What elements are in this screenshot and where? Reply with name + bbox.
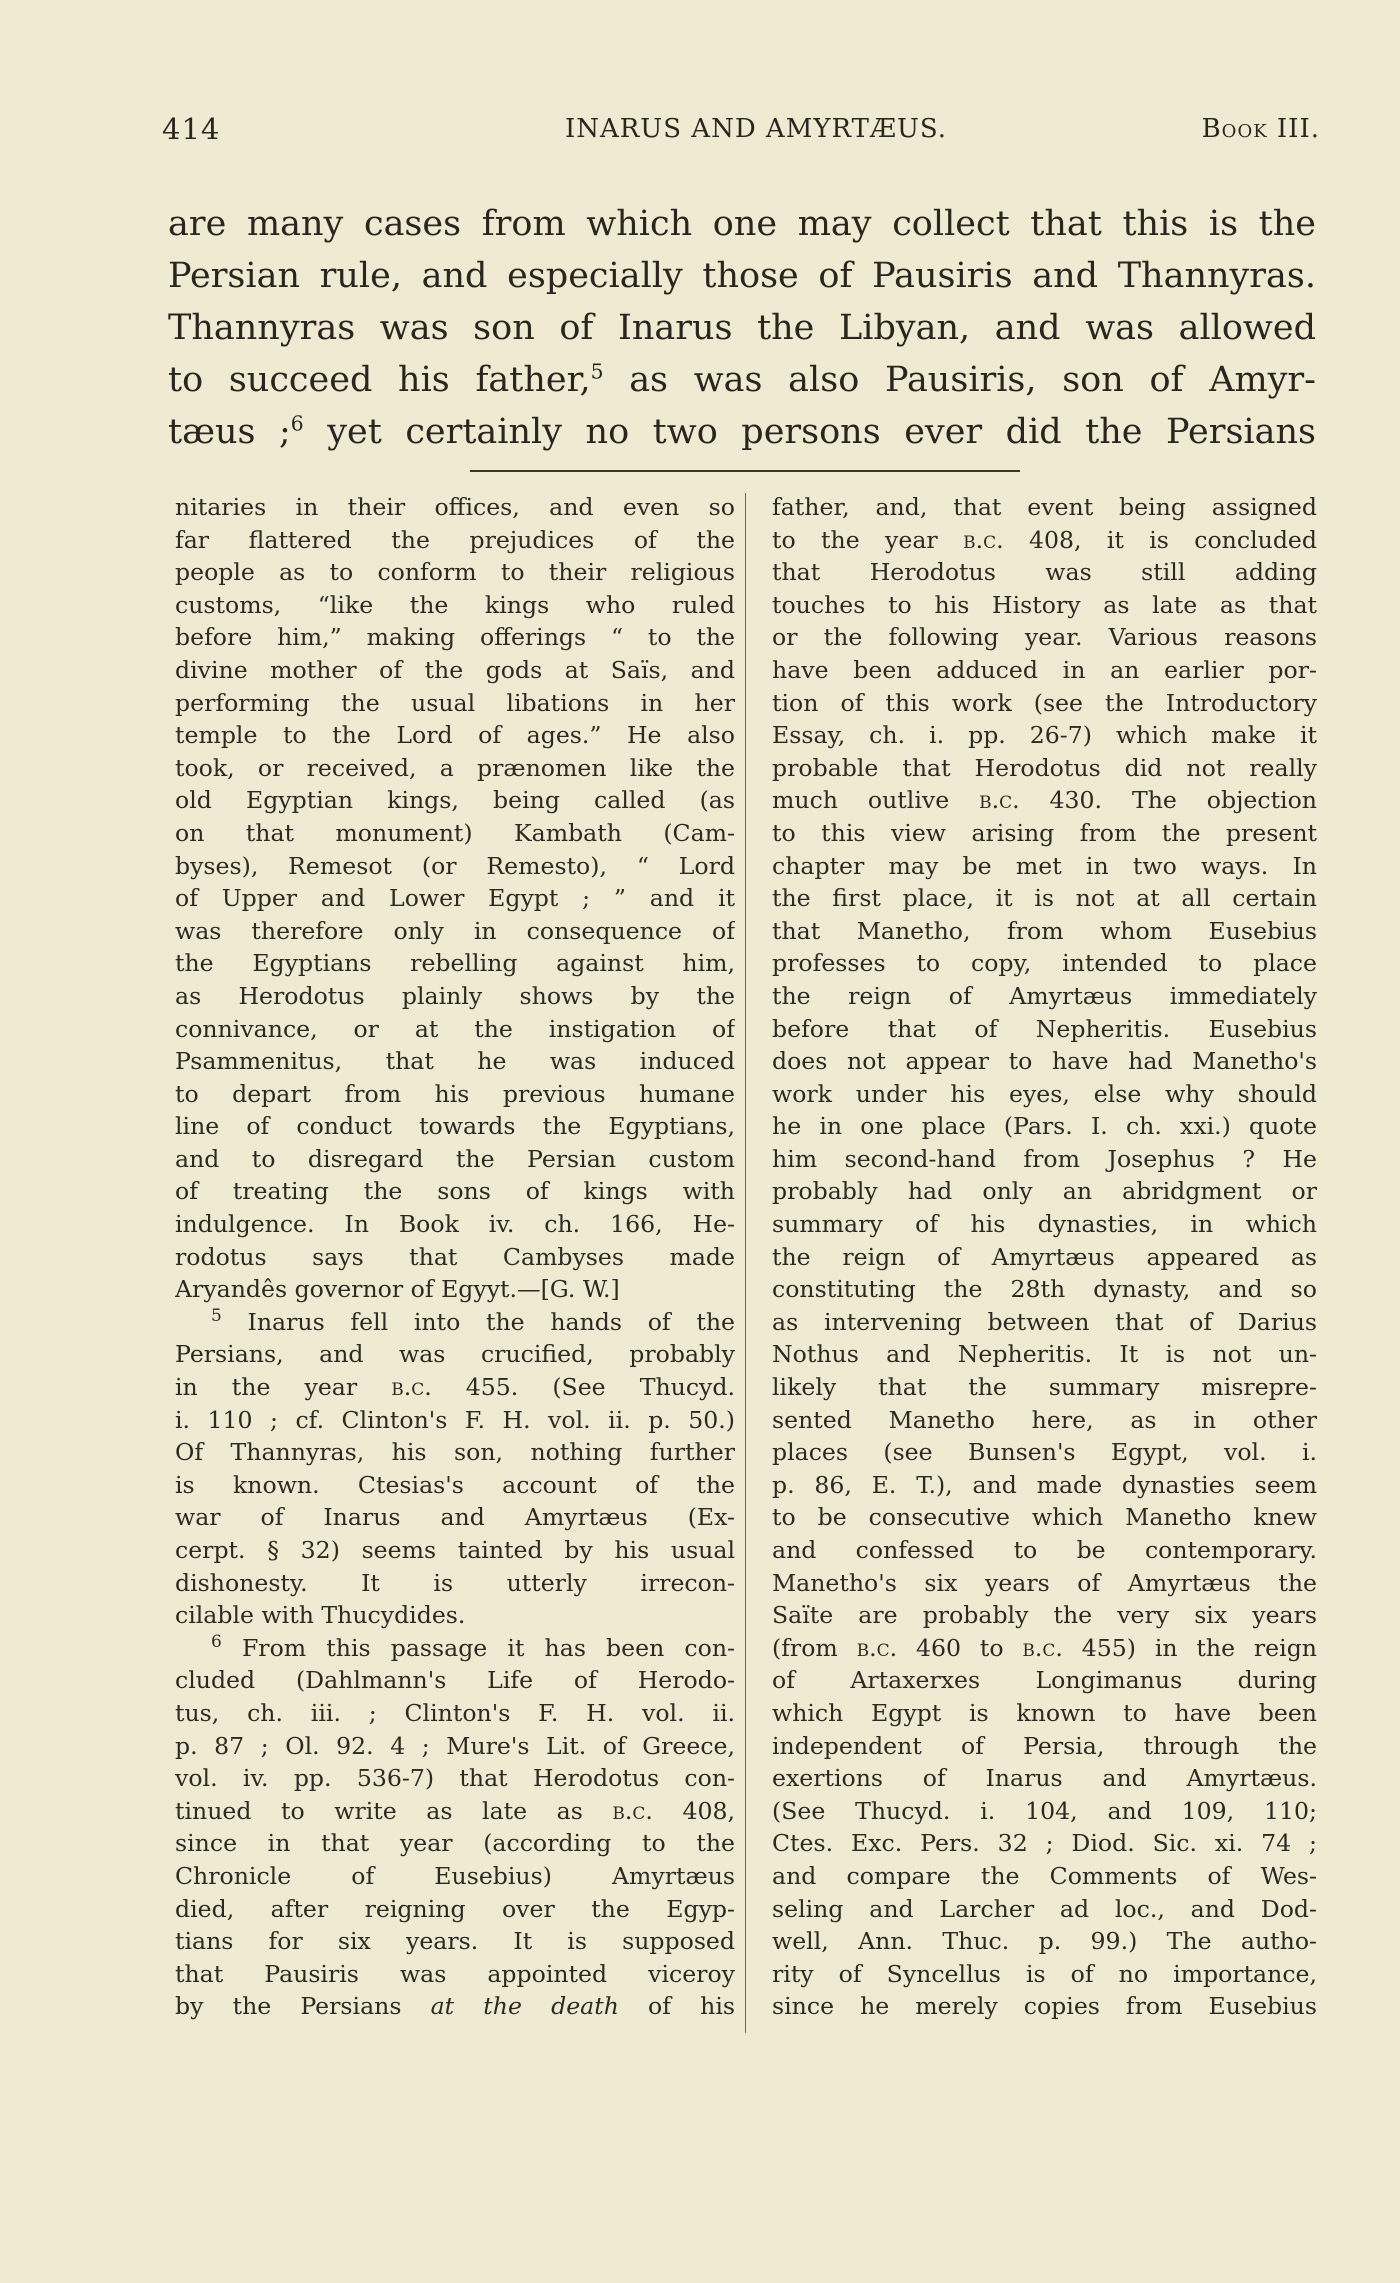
era-abbrev: b.c. bbox=[856, 1633, 898, 1662]
footnote-fragment: much outlive bbox=[772, 786, 980, 815]
footnote-line: cluded (Dahlmann's Life of Herodo- bbox=[175, 1666, 735, 1695]
footnote-line: is known. Ctesias's account of the bbox=[175, 1470, 735, 1499]
footnote-line: temple to the Lord of ages.” He also bbox=[175, 721, 735, 750]
footnote-line: of treating the sons of kings with bbox=[175, 1177, 735, 1206]
footnote-fragment: 408, bbox=[652, 1796, 735, 1825]
footnote-fragment: 430. The objection bbox=[1019, 786, 1317, 815]
footnote-line: rodotus says that Cambyses made bbox=[175, 1242, 735, 1271]
footnote-line: old Egyptian kings, being called (as bbox=[175, 786, 735, 815]
footnote-fragment: 455. (See Thucyd. bbox=[431, 1373, 735, 1402]
footnote-line: Manetho's six years of Amyrtæus the bbox=[772, 1568, 1317, 1597]
footnote-line: as intervening between that of Darius bbox=[772, 1307, 1317, 1336]
footnote-line: before him,” making offerings “ to the bbox=[175, 623, 735, 652]
footnote-line: was therefore only in consequence of bbox=[175, 916, 735, 945]
footnote-line: he in one place (Pars. I. ch. xxi.) quote bbox=[772, 1112, 1317, 1141]
footnote-line: died, after reigning over the Egyp- bbox=[175, 1894, 735, 1923]
footnote-fragment: From this passage it has been con- bbox=[221, 1633, 735, 1662]
footnote-line: far flattered the prejudices of the bbox=[175, 525, 735, 554]
era-abbrev: b.c. bbox=[391, 1373, 432, 1402]
footnote-line: Persians, and was crucified, probably bbox=[175, 1340, 735, 1369]
footnote-line: and to disregard the Persian custom bbox=[175, 1144, 735, 1173]
footnote-line: rity of Syncellus is of no importance, bbox=[772, 1959, 1317, 1988]
page-number: 414 bbox=[162, 112, 221, 146]
footnote-fragment: 460 to bbox=[897, 1633, 1023, 1662]
footnote-line bbox=[772, 524, 1317, 557]
footnote-fragment: in the year bbox=[175, 1373, 392, 1402]
footnote-line: Psammenitus, that he was induced bbox=[175, 1047, 735, 1076]
footnote-line bbox=[772, 784, 1317, 817]
footnote-line: line of conduct towards the Egyptians, bbox=[175, 1112, 735, 1141]
footnote-ref-5: 5 bbox=[590, 359, 604, 384]
footnote-line: divine mother of the gods at Saïs, and bbox=[175, 655, 735, 684]
footnote-line: cilable with Thucydides. bbox=[175, 1601, 466, 1630]
footnote-line: since he merely copies from Eusebius bbox=[772, 1992, 1317, 2021]
footnote-fragment: 408, it is concluded bbox=[1003, 525, 1317, 554]
footnote-line: and compare the Comments of Wes- bbox=[772, 1861, 1317, 1890]
footnote-line: the first place, it is not at all certain bbox=[772, 884, 1317, 913]
footnote-line: exertions of Inarus and Amyrtæus. bbox=[772, 1764, 1317, 1793]
footnote-line: i. 110 ; cf. Clinton's F. H. vol. ii. p. 50.) bbox=[175, 1405, 735, 1434]
footnote-line: p. 86, E. T.), and made dynasties seem bbox=[772, 1470, 1317, 1499]
column-divider bbox=[745, 493, 746, 2033]
footnote-line bbox=[175, 1795, 735, 1828]
footnote-line: Aryandês governor of Egyyt.—[G. W.] bbox=[175, 1275, 620, 1304]
footnote-line: before that of Nepheritis. Eusebius bbox=[772, 1014, 1317, 1043]
footnote-line: (See Thucyd. i. 104, and 109, 110; bbox=[772, 1796, 1317, 1825]
main-line: are many cases from which one may collect that this is the bbox=[168, 204, 1316, 244]
main-line: Thannyras was son of Inarus the Libyan, and was allowed bbox=[168, 308, 1316, 348]
main-text-fragment: yet certainly no two persons ever did the Persians bbox=[303, 412, 1316, 452]
footnote-line: vol. iv. pp. 536-7) that Herodotus con- bbox=[175, 1764, 735, 1793]
era-abbrev: b.c. bbox=[612, 1796, 653, 1825]
era-abbrev: b.c. bbox=[979, 786, 1020, 815]
footnote-mark-6: 6 bbox=[211, 1631, 222, 1652]
main-line bbox=[168, 406, 1316, 458]
footnote-line: Chronicle of Eusebius) Amyrtæus bbox=[175, 1861, 735, 1890]
main-text bbox=[168, 198, 1316, 458]
footnote-line: father, and, that event being assigned bbox=[772, 493, 1317, 521]
footnote-line bbox=[772, 1632, 1317, 1665]
footnote-line: seling and Larcher ad loc., and Dod- bbox=[772, 1894, 1317, 1923]
footnote-line: cerpt. § 32) seems tainted by his usual bbox=[175, 1536, 735, 1564]
footnote-line: indulgence. In Book iv. ch. 166, He- bbox=[175, 1210, 735, 1239]
footnote-line: byses), Remesot (or Remesto), “ Lord bbox=[175, 851, 735, 880]
footnote-line: people as to conform to their religious bbox=[175, 558, 735, 587]
footnote-fragment: to the year bbox=[772, 525, 964, 554]
footnote-line: which Egypt is known to have been bbox=[772, 1698, 1317, 1727]
footnote-line: performing the usual libations in her bbox=[175, 688, 735, 717]
footnote-line: p. 87 ; Ol. 92. 4 ; Mure's Lit. of Greece, bbox=[175, 1731, 735, 1760]
book-label: Book III. bbox=[1201, 114, 1320, 144]
footnote-line: independent of Persia, through the bbox=[772, 1731, 1317, 1760]
footnotes-left-column bbox=[175, 491, 735, 2023]
footnotes-right-column bbox=[772, 491, 1317, 2023]
footnote-line: connivance, or at the instigation of bbox=[175, 1014, 735, 1043]
footnote-line: Ctes. Exc. Pers. 32 ; Diod. Sic. xi. 74 ; bbox=[772, 1829, 1317, 1858]
footnote-fragment: of his bbox=[618, 1992, 735, 2021]
footnote-line: work under his eyes, else why should bbox=[772, 1079, 1317, 1108]
footnote-line: constituting the 28th dynasty, and so bbox=[772, 1275, 1317, 1304]
footnote-line: and confessed to be contemporary. bbox=[772, 1536, 1317, 1564]
footnote-line: the reign of Amyrtæus appeared as bbox=[772, 1242, 1317, 1271]
footnote-line: Nothus and Nepheritis. It is not un- bbox=[772, 1340, 1317, 1369]
footnote-line: probably had only an abridgment or bbox=[772, 1177, 1317, 1206]
footnote-line: likely that the summary misrepre- bbox=[772, 1373, 1317, 1402]
main-text-fragment: to succeed his father, bbox=[168, 360, 591, 400]
footnote-line: of Artaxerxes Longimanus during bbox=[772, 1666, 1317, 1695]
section-rule bbox=[470, 470, 1020, 472]
footnote-ref-6: 6 bbox=[290, 411, 304, 436]
footnote-line: touches to his History as late as that bbox=[772, 590, 1317, 619]
footnote-line: tion of this work (see the Introductory bbox=[772, 688, 1317, 717]
footnote-line: summary of his dynasties, in which bbox=[772, 1210, 1317, 1239]
footnote-line: war of Inarus and Amyrtæus (Ex- bbox=[175, 1503, 735, 1532]
footnote-line: customs, “like the kings who ruled bbox=[175, 590, 735, 619]
footnote-line: tians for six years. It is supposed bbox=[175, 1927, 735, 1956]
footnote-line bbox=[175, 1371, 735, 1404]
footnote-line: that Herodotus was still adding bbox=[772, 558, 1317, 587]
footnote-line: nitaries in their offices, and even so bbox=[175, 493, 735, 521]
footnote-line: on that monument) Kambath (Cam- bbox=[175, 818, 735, 847]
footnote-line: or the following year. Various reasons bbox=[772, 623, 1317, 652]
running-title: INARUS AND AMYRTÆUS. bbox=[564, 114, 948, 144]
main-text-fragment: as was also Pausiris, son of Amyr- bbox=[603, 360, 1316, 400]
footnote-line: as Herodotus plainly shows by the bbox=[175, 981, 735, 1010]
footnote-line: Saïte are probably the very six years bbox=[772, 1601, 1317, 1630]
era-abbrev: b.c. bbox=[1022, 1633, 1063, 1662]
footnote-line: dishonesty. It is utterly irrecon- bbox=[175, 1568, 735, 1597]
footnote-line: that Pausiris was appointed viceroy bbox=[175, 1959, 735, 1988]
footnote-fragment: 455) in the reign bbox=[1062, 1633, 1317, 1662]
footnote-line: have been adduced in an earlier por- bbox=[772, 655, 1317, 684]
footnote-line bbox=[175, 1990, 735, 2023]
footnote-line: does not appear to have had Manetho's bbox=[772, 1047, 1317, 1076]
footnote-line: probable that Herodotus did not really bbox=[772, 753, 1317, 782]
footnote-mark-5: 5 bbox=[211, 1305, 222, 1326]
footnote-fragment: tinued to write as late as bbox=[175, 1796, 613, 1825]
footnote-line: took, or received, a prænomen like the bbox=[175, 753, 735, 782]
footnote-line: tus, ch. iii. ; Clinton's F. H. vol. ii. bbox=[175, 1698, 735, 1727]
footnote-line: of Upper and Lower Egypt ; ” and it bbox=[175, 884, 735, 913]
footnote-line: the reign of Amyrtæus immediately bbox=[772, 981, 1317, 1010]
era-abbrev: b.c. bbox=[963, 525, 1004, 554]
footnote-line: him second-hand from Josephus ? He bbox=[772, 1144, 1317, 1173]
footnote-line: since in that year (according to the bbox=[175, 1829, 735, 1858]
footnote-line: sented Manetho here, as in other bbox=[772, 1405, 1317, 1434]
footnote-line: to be consecutive which Manetho knew bbox=[772, 1503, 1317, 1532]
page-header bbox=[162, 112, 1320, 152]
footnote-line: chapter may be met in two ways. In bbox=[772, 851, 1317, 880]
main-line: Persian rule, and especially those of Pausiris and Thannyras. bbox=[168, 256, 1316, 296]
footnote-line: well, Ann. Thuc. p. 99.) The autho- bbox=[772, 1927, 1317, 1956]
footnote-line: that Manetho, from whom Eusebius bbox=[772, 916, 1317, 945]
footnote-6-start bbox=[175, 1632, 735, 1665]
footnote-line: the Egyptians rebelling against him, bbox=[175, 949, 735, 978]
footnote-line: places (see Bunsen's Egypt, vol. i. bbox=[772, 1438, 1317, 1467]
italic-phrase: at the death bbox=[430, 1992, 619, 2021]
footnote-5-start bbox=[175, 1306, 735, 1339]
footnote-line: Of Thannyras, his son, nothing further bbox=[175, 1438, 735, 1467]
footnote-line: to depart from his previous humane bbox=[175, 1079, 735, 1108]
footnote-line: professes to copy, intended to place bbox=[772, 949, 1317, 978]
footnote-line: to this view arising from the present bbox=[772, 818, 1317, 847]
footnote-fragment: by the Persians bbox=[175, 1992, 431, 2021]
footnote-fragment: Inarus fell into the hands of the bbox=[221, 1307, 735, 1336]
main-text-fragment: tæus ; bbox=[168, 412, 291, 452]
footnote-fragment: (from bbox=[772, 1633, 857, 1662]
footnote-line: Essay, ch. i. pp. 26-7) which make it bbox=[772, 721, 1317, 750]
main-line bbox=[168, 354, 1316, 406]
